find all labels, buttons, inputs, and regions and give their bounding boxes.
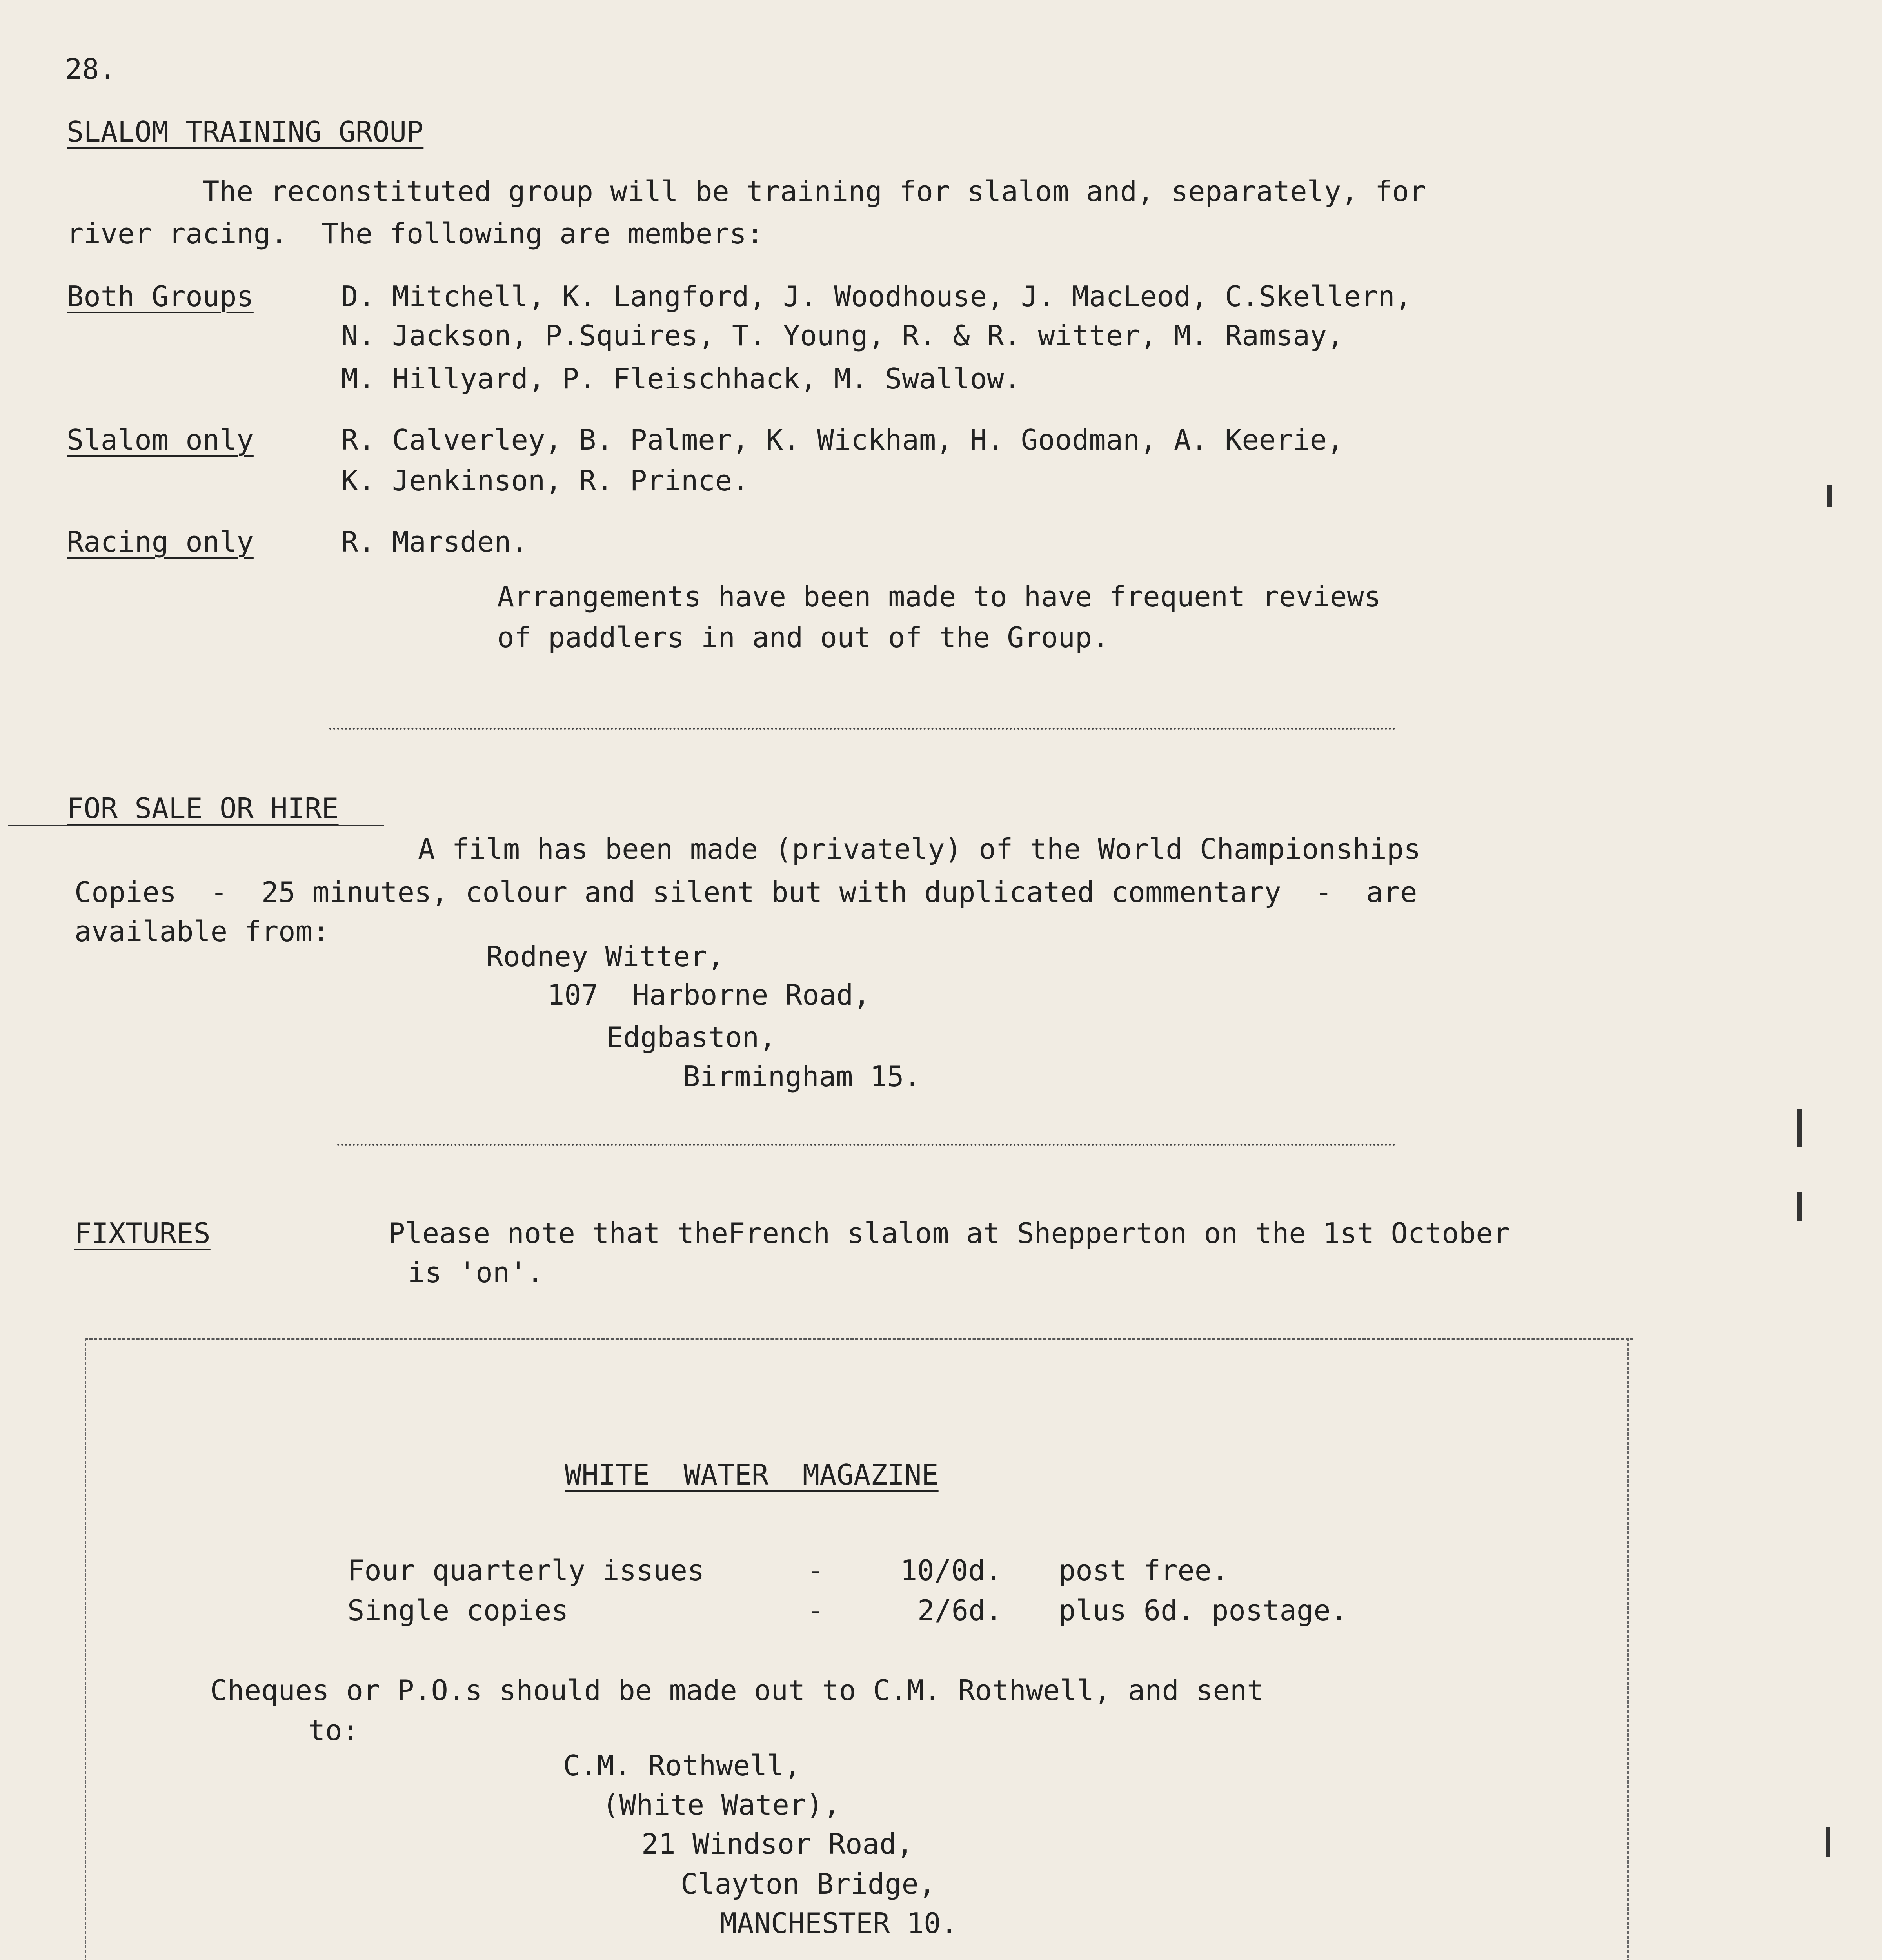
address-line: Birmingham 15. [683, 1060, 921, 1093]
section-heading-sale: FOR SALE OR HIRE [67, 792, 339, 825]
sale-text-line: Copies - 25 minutes, colour and silent but with duplicated commentary - are [74, 876, 1417, 909]
address-line: Edgbaston, [606, 1021, 776, 1054]
binding-mark [1797, 1109, 1802, 1147]
box-border-left [85, 1338, 86, 1960]
price-dash: - [807, 1594, 824, 1627]
both-groups-label: Both Groups [67, 280, 254, 313]
price-amount: 2/6d. [917, 1594, 1003, 1627]
binding-mark [1827, 485, 1832, 507]
slalom-intro-line: The reconstituted group will be training for slalom and, separately, for [202, 175, 1426, 208]
address-line: 21 Windsor Road, [641, 1828, 914, 1860]
address-line: Clayton Bridge, [681, 1867, 936, 1900]
reviews-note-line: Arrangements have been made to have frequent reviews [497, 580, 1381, 613]
member-list-line: N. Jackson, P.Squires, T. Young, R. & R. witter, M. Ramsay, [341, 319, 1344, 352]
fixtures-text-line: is 'on'. [408, 1256, 544, 1289]
dotted-divider [329, 728, 1396, 730]
page-number: 28. [65, 53, 116, 85]
fixtures-text-line: Please note that theFrench slalom at Shepperton on the 1st October [388, 1217, 1510, 1250]
binding-mark [1797, 1192, 1802, 1221]
sale-text-line: available from: [74, 915, 330, 948]
sale-text-line: A film has been made (privately) of the World Championships [418, 833, 1421, 866]
address-line: (White Water), [602, 1788, 840, 1821]
cheques-line: to: [308, 1714, 360, 1747]
member-list-line: M. Hillyard, P. Fleischhack, M. Swallow. [341, 362, 1021, 395]
section-rule [8, 825, 384, 826]
member-list-line: R. Marsden. [341, 525, 528, 558]
section-heading-slalom: SLALOM TRAINING GROUP [67, 115, 424, 148]
box-border-right [1627, 1338, 1629, 1960]
member-list-line: K. Jenkinson, R. Prince. [341, 464, 749, 497]
box-border-top [85, 1338, 1633, 1340]
price-label: Single copies [347, 1594, 569, 1627]
address-line: C.M. Rothwell, [563, 1749, 801, 1782]
section-heading-fixtures: FIXTURES [74, 1217, 211, 1250]
dotted-divider [337, 1144, 1396, 1146]
price-amount: 10/0d. [900, 1554, 1003, 1587]
racing-only-label: Racing only [67, 525, 254, 558]
slalom-only-label: Slalom only [67, 423, 254, 456]
address-line: 107 Harborne Road, [547, 978, 870, 1011]
price-dash: - [807, 1554, 824, 1587]
price-note: plus 6d. postage. [1059, 1594, 1348, 1627]
magazine-title: WHITE WATER MAGAZINE [565, 1458, 939, 1491]
address-line: Rodney Witter, [486, 940, 724, 973]
price-label: Four quarterly issues [347, 1554, 705, 1587]
binding-mark [1826, 1827, 1830, 1857]
member-list-line: D. Mitchell, K. Langford, J. Woodhouse, J. MacLeod, C.Skellern, [341, 280, 1412, 313]
member-list-line: R. Calverley, B. Palmer, K. Wickham, H. Goodman, A. Keerie, [341, 423, 1344, 456]
cheques-line: Cheques or P.O.s should be made out to C.M. Rothwell, and sent [210, 1674, 1264, 1707]
reviews-note-line: of paddlers in and out of the Group. [497, 621, 1109, 654]
slalom-intro-line: river racing. The following are members: [67, 217, 764, 250]
price-note: post free. [1059, 1554, 1229, 1587]
address-line: MANCHESTER 10. [720, 1907, 958, 1940]
